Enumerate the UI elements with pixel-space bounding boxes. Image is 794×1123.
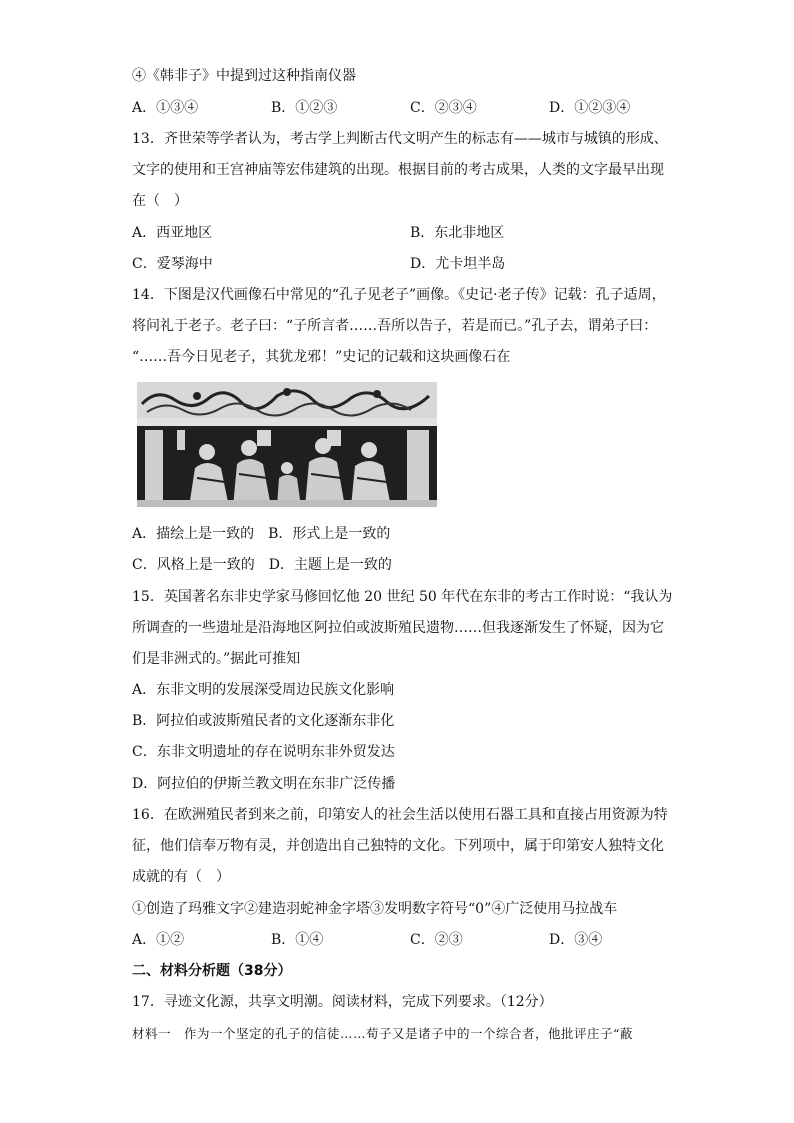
q16-stem-line-1: 16．在欧洲殖民者到来之前，印第安人的社会生活以使用石器工具和直接占用资源为特 [132, 807, 668, 823]
q12-option-b: B．①②③ [271, 100, 338, 116]
q12-option-a: A．①③④ [132, 100, 199, 116]
q15-stem-line-2: 所调查的一些遗址是沿海地区阿拉伯或波斯殖民遗物……但我逐渐发生了怀疑，因为它 [132, 620, 664, 636]
q14-options-row-1: A．描绘上是一致的 B．形式上是一致的 [132, 526, 391, 542]
q15-option-a: A．东非文明的发展深受周边民族文化影响 [132, 682, 395, 698]
q17-stem: 17．寻迹文化源，共享文明潮。阅读材料，完成下列要求。（12分） [132, 994, 553, 1010]
q13-option-c: C．爱琴海中 [132, 256, 213, 272]
q16-option-a: A．①② [132, 932, 185, 948]
q13-option-b: B．东北非地区 [410, 225, 505, 241]
q12-option-c: C．②③④ [410, 100, 477, 116]
q14-stem-line-1: 14．下图是汉代画像石中常见的“孔子见老子”画像。《史记·老子传》记载：孔子适周， [132, 287, 666, 303]
q12-option-d: D．①②③④ [549, 100, 631, 116]
q13-option-d: D．尤卡坦半岛 [410, 256, 506, 272]
q15-option-b: B．阿拉伯或波斯殖民者的文化逐渐东非化 [132, 713, 395, 729]
q13-option-a: A．西亚地区 [132, 225, 213, 241]
confucius-meets-laozi-stone-relief-image [137, 382, 437, 507]
q16-option-d: D．③④ [549, 932, 603, 948]
q13-stem-line-3: 在（ ） [132, 193, 188, 209]
q15-stem-line-1: 15．英国著名东非史学家马修回忆他 20 世纪 50 年代在东非的考古工作时说：“我认为 [132, 589, 673, 605]
q14-stem-line-3: “……吾今日见老子，其犹龙邪！”史记的记载和这块画像石在 [132, 349, 511, 365]
q15-option-d: D．阿拉伯的伊斯兰教文明在东非广泛传播 [132, 776, 396, 792]
q13-stem-line-2: 文字的使用和王宫神庙等宏伟建筑的出现。根据目前的考古成果，人类的文字最早出现 [132, 162, 664, 178]
q16-option-c: C．②③ [410, 932, 463, 948]
q14-options-row-2: C．风格上是一致的 D．主题上是一致的 [132, 557, 392, 573]
q17-material-one: 材料一 作为一个坚定的孔子的信徒……荀子又是诸子中的一个综合者，他批评庄子“蔽 [132, 1026, 633, 1041]
q15-option-c: C．东非文明遗址的存在说明东非外贸发达 [132, 744, 395, 760]
q14-stem-line-2: 将问礼于老子。老子曰：“子所言者……吾所以告子，若是而已。”孔子去，谓弟子曰： [132, 318, 658, 334]
q15-stem-line-3: 们是非洲式的。”据此可推知 [132, 651, 301, 667]
q13-stem-line-1: 13．齐世荣等学者认为，考古学上判断古代文明产生的标志有——城市与城镇的形成、 [132, 131, 668, 147]
section-heading-material-analysis: 二、材料分析题（38分） [132, 963, 292, 979]
q16-items: ①创造了玛雅文字②建造羽蛇神金字塔③发明数字符号“0”④广泛使用马拉战车 [132, 901, 618, 917]
q16-stem-line-2: 征，他们信奉万物有灵，并创造出自己独特的文化。下列项中，属于印第安人独特文化 [132, 838, 664, 854]
q16-stem-line-3: 成就的有（ ） [132, 869, 230, 885]
q12-item-4: ④《韩非子》中提到过这种指南仪器 [132, 68, 356, 84]
q16-option-b: B．①④ [271, 932, 324, 948]
